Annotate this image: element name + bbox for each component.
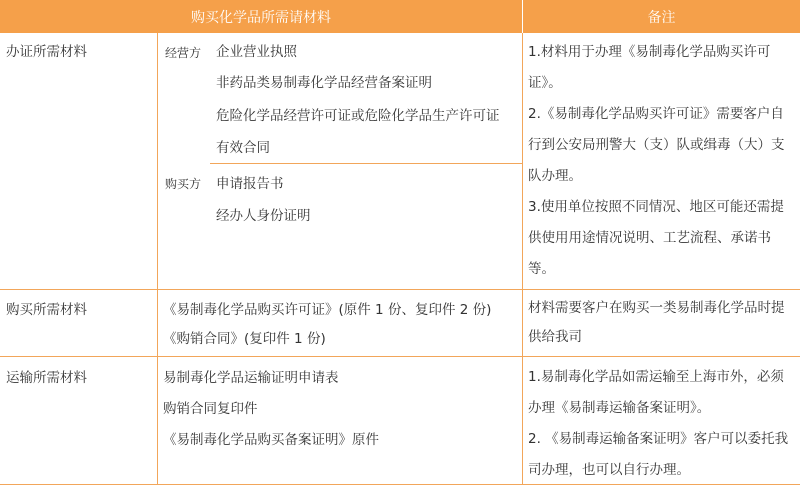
row-divider-2: [0, 356, 800, 357]
list-item: 购销合同复印件: [163, 401, 258, 417]
note-paragraph: 2. 《易制毒运输备案证明》客户可以委托我司办理，也可以自行办理。: [528, 431, 789, 478]
note-paragraph: 1.材料用于办理《易制毒化学品购买许可证》。: [528, 44, 771, 91]
note-paragraph: 2.《易制毒化学品购买许可证》需要客户自行到公安局刑警大（支）队或缉毒（大）支队办理。: [528, 106, 785, 184]
note-purchase: [528, 294, 796, 352]
list-item: 申请报告书: [216, 176, 284, 192]
list-item: 《易制毒化学品购买备案证明》原件: [163, 432, 379, 448]
list-item: 经办人身份证明: [216, 208, 311, 224]
note-paragraph: 材料需要客户在购买一类易制毒化学品时提供给我司: [528, 300, 785, 345]
note-paragraph: 3.使用单位按照不同情况、地区可能还需提供使用用途情况说明、工艺流程、承诺书等。: [528, 199, 784, 277]
list-item: 危险化学品经营许可证或危险化学品生产许可证: [216, 108, 500, 124]
list-item: 非药品类易制毒化学品经营备案证明: [216, 75, 432, 91]
note-transport: [528, 362, 796, 486]
header-main-title: 购买化学品所需请材料: [0, 0, 522, 33]
row-label-purchase: 购买所需材料: [6, 302, 87, 318]
list-item: 易制毒化学品运输证明申请表: [163, 370, 339, 386]
sub-row-divider: [210, 163, 522, 164]
list-item: 《易制毒化学品购买许可证》(原件 1 份、复印件 2 份): [163, 302, 492, 318]
row-divider-1: [0, 289, 800, 290]
list-item: 《购销合同》(复印件 1 份): [163, 331, 326, 347]
buyer-label: 购买方: [165, 177, 202, 191]
operator-label: 经营方: [165, 46, 202, 60]
column-divider-1: [157, 33, 158, 485]
header-note-title: 备注: [523, 0, 800, 33]
column-divider-2: [522, 33, 523, 485]
list-item: 有效合同: [216, 140, 270, 156]
list-item: 企业营业执照: [216, 44, 297, 60]
row-label-transport: 运输所需材料: [6, 370, 87, 386]
note-paragraph: 1.易制毒化学品如需运输至上海市外，必须办理《易制毒运输备案证明》。: [528, 369, 784, 416]
row-label-license: 办证所需材料: [6, 44, 87, 60]
note-license: [528, 37, 796, 285]
